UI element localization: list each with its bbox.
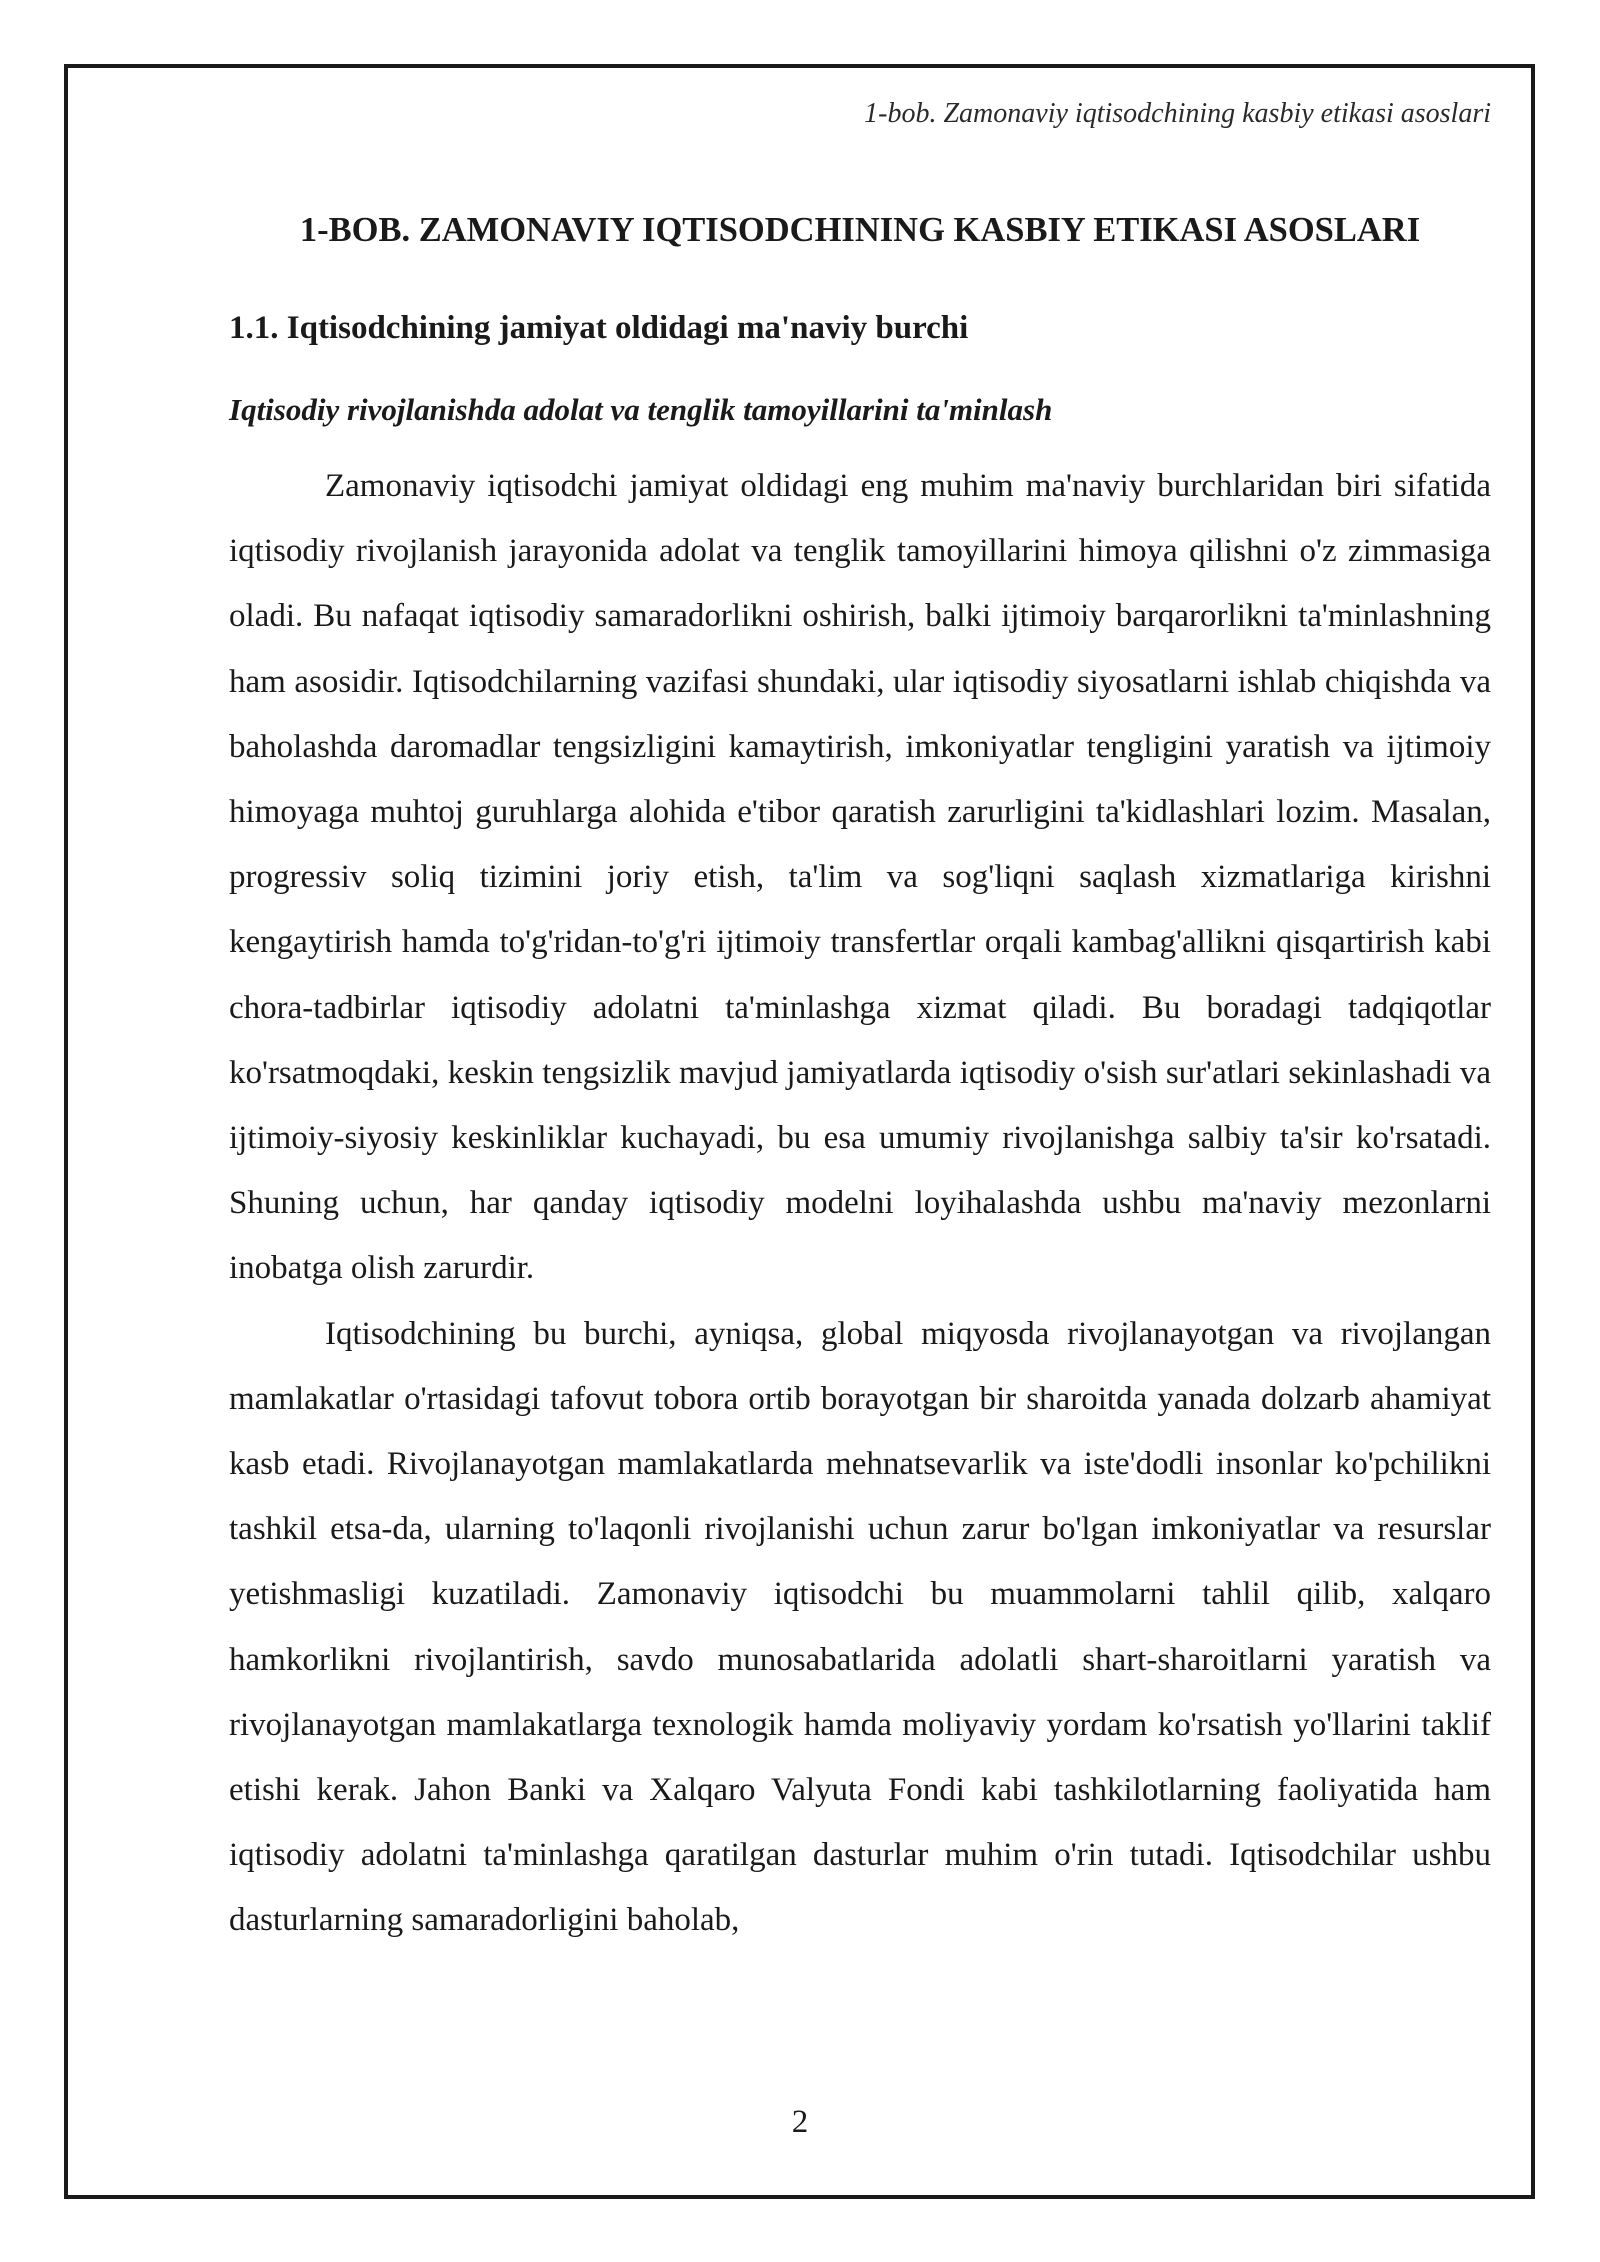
page-content <box>229 208 1491 1954</box>
section-title: 1.1. Iqtisodchining jamiyat oldidagi ma'naviy burchi <box>229 310 969 346</box>
subsection-title: Iqtisodiy rivojlanishda adolat va tenglik tamoyillarini ta'minlash <box>229 392 1053 427</box>
body-paragraph: Iqtisodchining bu burchi, ayniqsa, global miqyosda rivojlanayotgan va rivojlangan mamlakatlar o'rtasidagi tafovut tobora ortib borayotgan bir sharoitda yanada dolzarb ahamiyat kasb etadi. Rivojlanayotgan mamlakatlarda mehnatsevarlik va iste'dodli insonlar ko'pchilikni tashkil etsa-da, ularning to'laqonli rivojlanishi uchun zarur bo'lgan imkoniyatlar va resurslar yetishmasligi kuzatiladi. Zamonaviy iqtisodchi bu muammolarni tahlil qilib, xalqaro hamkorlikni rivojlantirish, savdo munosabatlarida adolatli shart-sharoitlarni yaratish va rivojlanayotgan mamlakatlarga texnologik hamda moliyaviy yordam ko'rsatish yo'llarini taklif etishi kerak. Jahon Banki va Xalqaro Valyuta Fondi kabi tashkilotlarning faoliyatida ham iqtisodiy adolatni ta'minlashga qaratilgan dasturlar muhim o'rin tutadi. Iqtisodchilar ushbu dasturlarning samaradorligini baholab, <box>229 1315 1491 1939</box>
page-number: 2 <box>791 2104 809 2140</box>
running-header: 1-bob. Zamonaviy iqtisodchining kasbiy etikasi asoslari <box>864 98 1491 129</box>
chapter-title: 1-BOB. ZAMONAVIY IQTISODCHINING KASBIY ETIKASI ASOSLARI <box>299 211 1421 249</box>
body-paragraph: Zamonaviy iqtisodchi jamiyat oldidagi eng muhim ma'naviy burchlaridan biri sifatida iqtisodiy rivojlanish jarayonida adolat va tenglik tamoyillarini himoya qilishni o'z zimmasiga oladi. Bu nafaqat iqtisodiy samaradorlikni oshirish, balki ijtimoiy barqarorlikni ta'minlashning ham asosidir. Iqtisodchilarning vazifasi shundaki, ular iqtisodiy siyosatlarni ishlab chiqishda va baholashda daromadlar tengsizligini kamaytirish, imkoniyatlar tengligini yaratish va ijtimoiy himoyaga muhtoj guruhlarga alohida e'tibor qaratish zarurligini ta'kidlashlari lozim. Masalan, progressiv soliq tizimini joriy etish, ta'lim va sog'liqni saqlash xizmatlariga kirishni kengaytirish hamda to'g'ridan-to'g'ri ijtimoiy transfertlar orqali kambag'allikni qisqartirish kabi chora-tadbirlar iqtisodiy adolatni ta'minlashga xizmat qiladi. Bu boradagi tadqiqotlar ko'rsatmoqdaki, keskin tengsizlik mavjud jamiyatlarda iqtisodiy o'sish sur'atlari sekinlashadi va ijtimoiy-siyosiy keskinliklar kuchayadi, bu esa umumiy rivojlanishga salbiy ta'sir ko'rsatadi. Shuning uchun, har qanday iqtisodiy modelni loyihalashda ushbu ma'naviy mezonlarni inobatga olish zarurdir. <box>229 468 1491 1287</box>
